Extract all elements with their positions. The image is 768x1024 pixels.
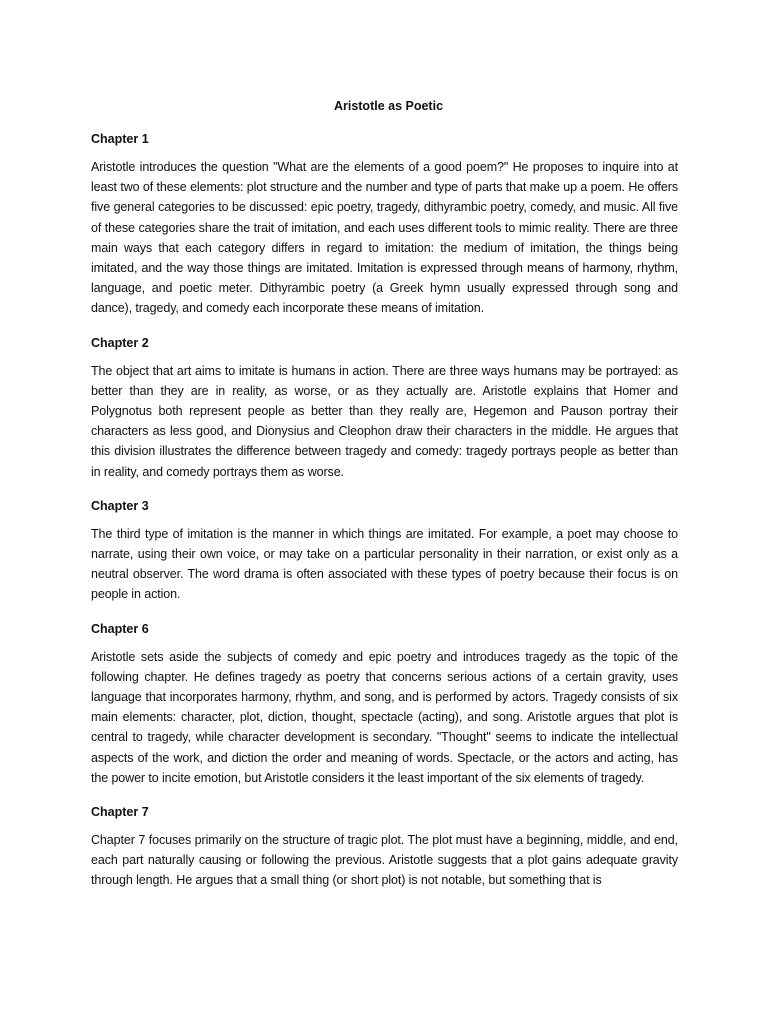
- document-title: Aristotle as Poetic: [333, 99, 444, 113]
- section-chapter-7: [91, 802, 678, 891]
- section-paragraph: Aristotle sets aside the subjects of comedy and epic poetry and introduces tragedy as the topic of the following chapter. He defines tragedy as poetry that concerns serious actions of a certain gravity, uses language that incorporates harmony, rhythm, and song, and is performed by actors. Tragedy consists of six main elements: character, plot, diction, thought, spectacle (acting), and song. Aristotle argues that plot is central to tragedy, while character development is secondary. "Thought" seems to indicate the intellectual aspects of the work, and diction the order and meaning of words. Spectacle, or the actors and acting, has the power to incite emotion, but Aristotle considers it the least important of the six elements of tragedy.: [91, 649, 678, 785]
- section-chapter-3: [91, 496, 678, 605]
- section-heading: Chapter 1: [91, 132, 149, 146]
- section-chapter-2: [91, 333, 678, 482]
- section-heading: Chapter 3: [91, 498, 149, 513]
- section-paragraph: Aristotle introduces the question "What are the elements of a good poem?" He proposes to inquire into at least two of these elements: plot structure and the number and type of parts that make up a poem. He offers five general categories to be discussed: epic poetry, tragedy, dithyrambic poetry, comedy, and music. All five of these categories share the trait of imitation, and each uses different tools to mimic reality. There are three main ways that each category differs in regard to imitation: the medium of imitation, the things being imitated, and the way those things are imitated. Imitation is expressed through means of harmony, rhythm, language, and poetic meter. Dithyrambic poetry (a Greek hymn usually expressed through song and dance), tragedy, and comedy each incorporate these means of imitation.: [91, 160, 678, 316]
- section-paragraph: Chapter 7 focuses primarily on the structure of tragic plot. The plot must have a beginning, middle, and end, each part naturally causing or following the previous. Aristotle suggests that a plot gains adequate gravity through length. He argues that a small thing (or short plot) is not notable, but something that is: [91, 833, 678, 888]
- section-heading: Chapter 6: [91, 621, 149, 636]
- section-chapter-1: [91, 129, 678, 319]
- section-paragraph: The object that art aims to imitate is humans in action. There are three ways humans may be portrayed: as better than they are in reality, as worse, or as they actually are. Aristotle explains that Homer and Polygnotus both represent people as better than they really are, Hegemon and Pauson portray their characters as less good, and Dionysius and Cleophon draw their characters in the middle. He argues that this division illustrates the difference between tragedy and comedy: tragedy portrays people as better than in reality, and comedy portrays them as worse.: [91, 363, 678, 479]
- document-content: [91, 96, 678, 905]
- section-heading: Chapter 7: [91, 805, 149, 820]
- section-chapter-6: [91, 619, 678, 788]
- section-heading: Chapter 2: [91, 335, 149, 350]
- section-paragraph: The third type of imitation is the manner in which things are imitated. For example, a poet may choose to narrate, using their own voice, or may take on a particular personality in their narration, or exist only as a neutral observer. The word drama is often associated with these types of poetry because their focus is on people in action.: [91, 526, 678, 602]
